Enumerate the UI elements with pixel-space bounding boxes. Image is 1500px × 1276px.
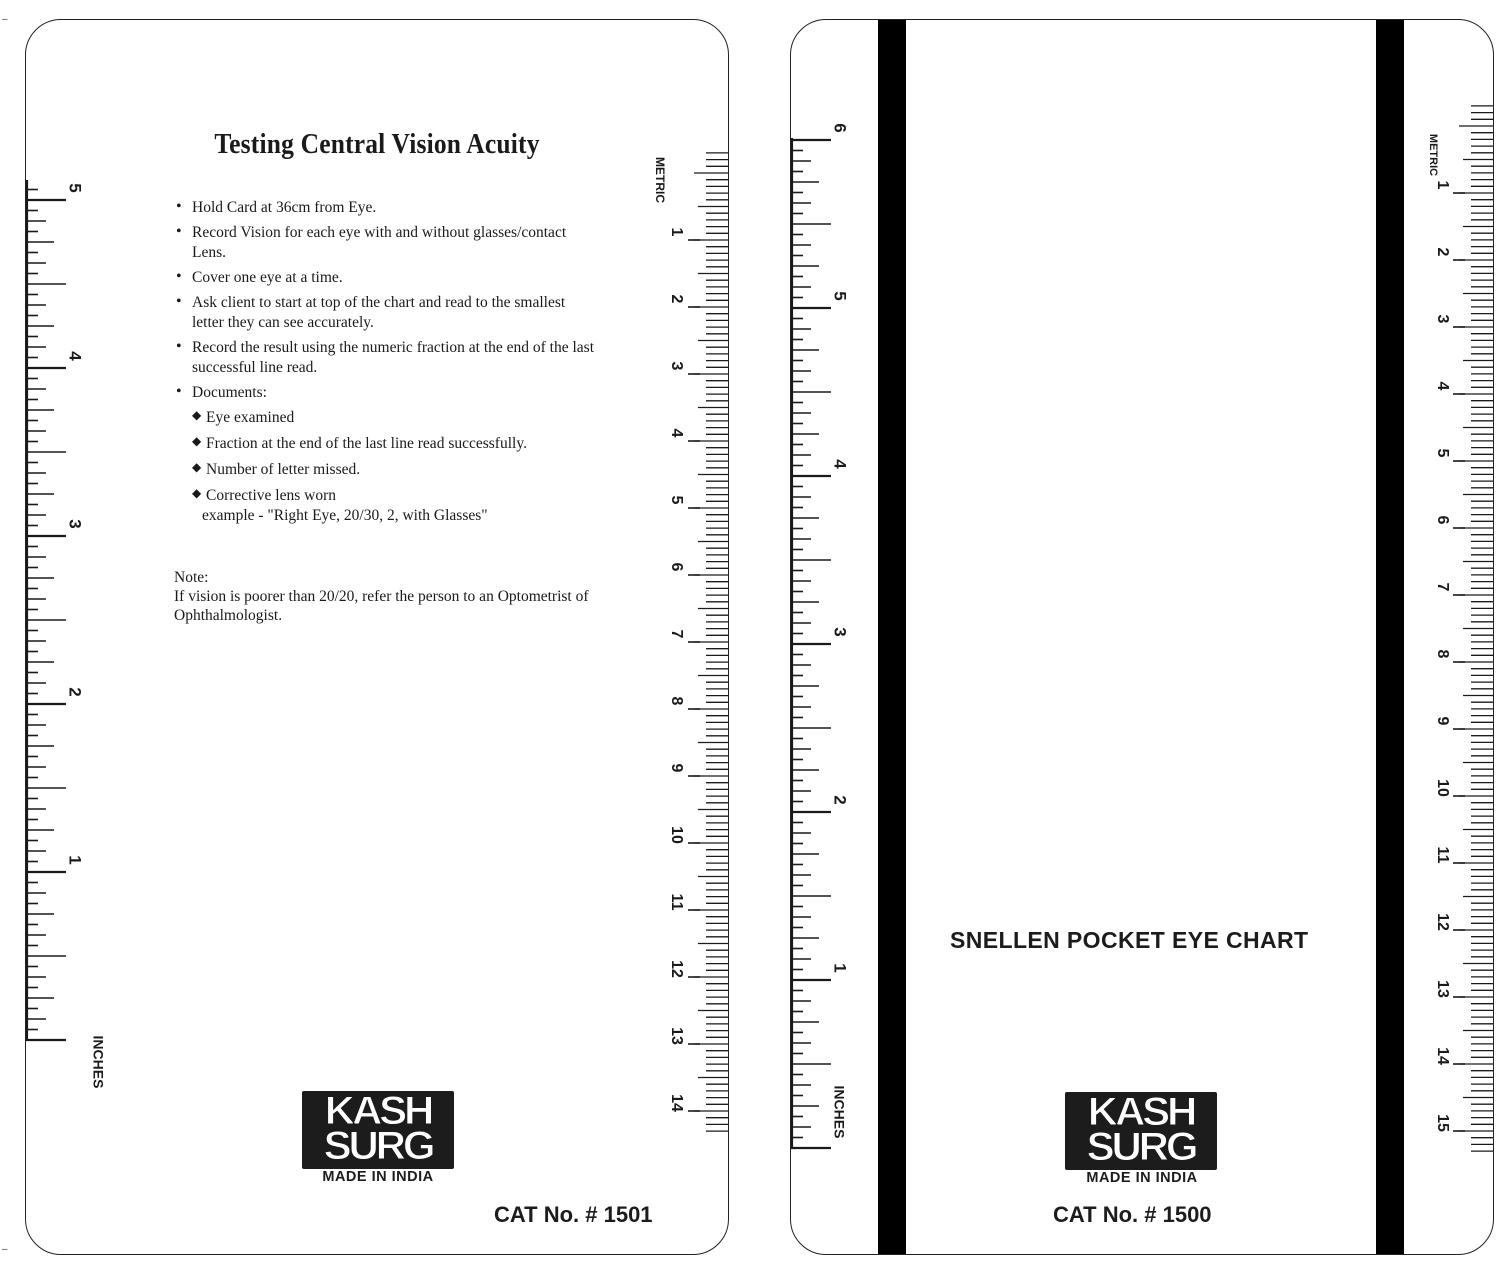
metric-number: 12 [667, 960, 685, 978]
inch-number: 1 [830, 963, 850, 973]
metric-number: 2 [1433, 247, 1451, 257]
metric-number: 13 [667, 1027, 685, 1045]
metric-number: 3 [667, 361, 685, 371]
instruction-item: • Ask client to start at top of the chart and read to the smallest letter they can see accurately. [176, 293, 566, 331]
catalog-number: CAT No. # 1500 [1053, 1202, 1212, 1227]
instruction-item: • Hold Card at 36cm from Eye. [176, 198, 377, 216]
inch-number: 6 [830, 123, 850, 133]
metric-number: 5 [1433, 448, 1451, 458]
metric-label: METRIC [1427, 133, 1440, 177]
inches-label: INCHES [90, 1035, 107, 1089]
crop-mark: – [2, 14, 8, 25]
metric-number: 6 [1433, 515, 1451, 525]
document-item: ◆ Number of letter missed. [192, 460, 361, 478]
metric-number: 10 [1433, 779, 1451, 797]
document-item: ◆ Corrective lens worn example - "Right Eye, 20/30, 2, with Glasses" [192, 486, 594, 526]
metric-number: 8 [667, 696, 685, 706]
metric-number: 9 [1433, 716, 1451, 726]
metric-number: 1 [667, 227, 685, 237]
catalog-number: CAT No. # 1501 [494, 1202, 653, 1227]
instruction-item: • Cover one eye at a time. [176, 268, 343, 286]
metric-number: 8 [1433, 649, 1451, 659]
inch-number: 2 [65, 687, 85, 697]
metric-number: 14 [1433, 1047, 1451, 1065]
inch-number: 2 [830, 795, 850, 805]
example-text: example - "Right Eye, 20/30, 2, with Glasses" [202, 507, 488, 524]
metric-number: 1 [1433, 180, 1451, 190]
note-label: Note: [174, 569, 209, 586]
metric-number: 11 [1433, 846, 1451, 864]
metric-number: 14 [667, 1094, 685, 1112]
document-item: ◆ Fraction at the end of the last line read successfully. [192, 434, 527, 452]
metric-number: 5 [667, 495, 685, 505]
metric-number: 12 [1433, 913, 1451, 931]
instruction-item: • Record the result using the numeric fraction at the end of the last successful line read. [176, 338, 595, 376]
inch-number: 3 [830, 627, 850, 637]
inch-number: 5 [65, 183, 85, 193]
chart-title: SNELLEN POCKET EYE CHART [950, 927, 1309, 953]
metric-number: 3 [1433, 314, 1451, 324]
eye-chart-card-back [25, 19, 729, 1255]
instruction-item: • Record Vision for each eye with and without glasses/contact Lens. [176, 223, 567, 261]
metric-number: 6 [667, 562, 685, 572]
kashsurg-logo: KASH SURG [302, 1091, 454, 1169]
document-item: ◆ Eye examined [192, 408, 295, 426]
metric-number: 9 [667, 763, 685, 773]
inches-label: INCHES [831, 1085, 848, 1139]
inch-number: 1 [65, 855, 85, 865]
instruction-item: • Documents: [176, 383, 267, 401]
inch-number: 3 [65, 519, 85, 529]
note [174, 568, 594, 625]
metric-number: 10 [667, 826, 685, 844]
inch-number: 4 [830, 459, 850, 469]
eye-chart-card-front [790, 19, 1494, 1255]
metric-number: 13 [1433, 980, 1451, 998]
instructions-list [174, 198, 594, 532]
made-in-label: MADE IN INDIA [1086, 1170, 1198, 1186]
metric-ruler [791, 20, 1493, 1254]
note-text: If vision is poorer than 20/20, refer the person to an Optometrist of Ophthalmologist. [174, 588, 589, 624]
made-in-label: MADE IN INDIA [322, 1169, 434, 1185]
metric-number: 7 [667, 629, 685, 639]
metric-number: 4 [1433, 381, 1451, 391]
metric-number: 11 [667, 893, 685, 911]
inch-number: 4 [65, 351, 85, 361]
metric-label: METRIC [652, 157, 667, 203]
metric-number: 7 [1433, 582, 1451, 592]
inch-number: 5 [830, 291, 850, 301]
kashsurg-logo: KASH SURG [1065, 1092, 1217, 1170]
crop-mark: – [2, 1244, 8, 1255]
metric-number: 2 [667, 294, 685, 304]
card-title: Testing Central Vision Acuity [214, 128, 540, 160]
metric-number: 15 [1433, 1114, 1451, 1132]
metric-number: 4 [667, 428, 685, 438]
